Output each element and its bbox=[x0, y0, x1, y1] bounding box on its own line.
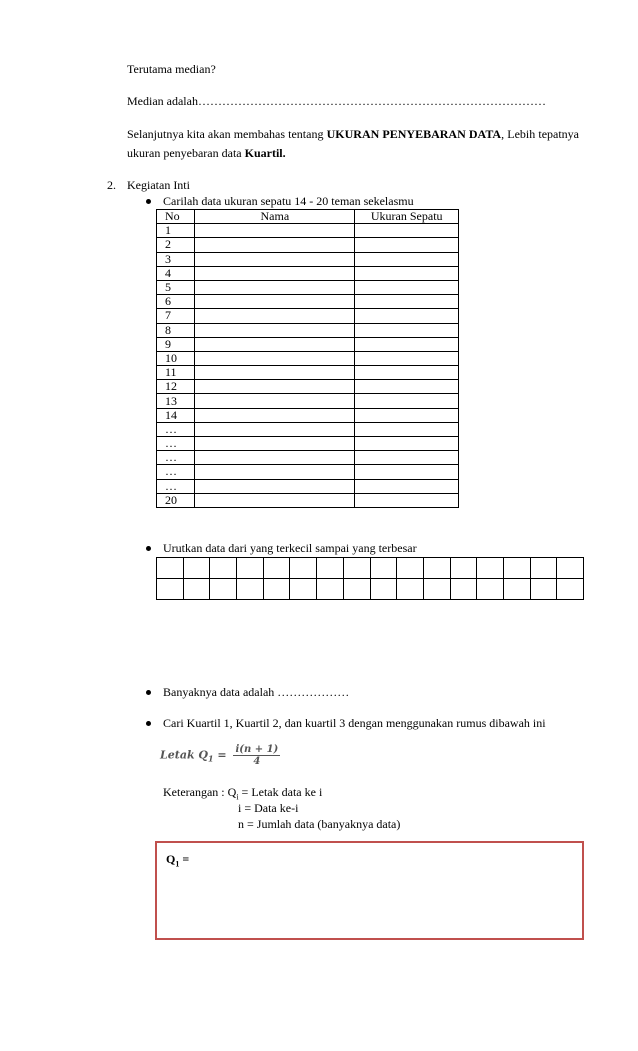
header-nama: Nama bbox=[195, 210, 355, 224]
shoe-size-cell[interactable] bbox=[355, 224, 459, 238]
median-line: Median adalah…………………………………………………………………………… bbox=[127, 94, 546, 108]
table-row bbox=[157, 366, 459, 380]
sorted-row bbox=[157, 558, 584, 579]
row-number: 14 bbox=[157, 408, 195, 422]
header-no: No bbox=[157, 210, 195, 224]
sorted-cell[interactable] bbox=[343, 558, 370, 579]
table-row bbox=[157, 479, 459, 493]
sorted-cell[interactable] bbox=[370, 558, 397, 579]
sorted-cell[interactable] bbox=[557, 558, 584, 579]
intro-paragraph bbox=[127, 125, 579, 163]
row-number: 5 bbox=[157, 280, 195, 294]
table-row bbox=[157, 224, 459, 238]
sorted-cell[interactable] bbox=[450, 579, 477, 600]
shoe-size-table bbox=[156, 209, 459, 508]
sorted-cell[interactable] bbox=[290, 579, 317, 600]
sorted-cell[interactable] bbox=[370, 579, 397, 600]
name-cell[interactable] bbox=[195, 266, 355, 280]
para-bold-ukuran: UKURAN PENYEBARAN DATA bbox=[326, 127, 502, 141]
sorted-data-table bbox=[156, 557, 584, 600]
row-number: … bbox=[157, 422, 195, 436]
answer-eq: = bbox=[179, 852, 190, 866]
formula-denominator: 4 bbox=[253, 756, 261, 767]
row-number: 10 bbox=[157, 351, 195, 365]
row-number: 20 bbox=[157, 493, 195, 507]
shoe-size-cell[interactable] bbox=[355, 493, 459, 507]
name-cell[interactable] bbox=[195, 351, 355, 365]
header-ukuran: Ukuran Sepatu bbox=[355, 210, 459, 224]
shoe-size-cell[interactable] bbox=[355, 323, 459, 337]
table-row bbox=[157, 493, 459, 507]
bullet-text-1: Carilah data ukuran sepatu 14 - 20 teman sekelasmu bbox=[163, 194, 414, 208]
table-row bbox=[157, 266, 459, 280]
name-cell[interactable] bbox=[195, 451, 355, 465]
shoe-size-cell[interactable] bbox=[355, 380, 459, 394]
table-row bbox=[157, 380, 459, 394]
shoe-size-cell[interactable] bbox=[355, 238, 459, 252]
table-row bbox=[157, 351, 459, 365]
name-cell[interactable] bbox=[195, 366, 355, 380]
sorted-cell[interactable] bbox=[397, 558, 424, 579]
shoe-size-cell[interactable] bbox=[355, 337, 459, 351]
bullet-dot bbox=[146, 721, 151, 726]
sorted-cell[interactable] bbox=[157, 579, 184, 600]
sorted-cell[interactable] bbox=[557, 579, 584, 600]
row-number: 11 bbox=[157, 366, 195, 380]
sorted-cell[interactable] bbox=[263, 579, 290, 600]
sorted-cell[interactable] bbox=[317, 558, 344, 579]
name-cell[interactable] bbox=[195, 380, 355, 394]
shoe-size-cell[interactable] bbox=[355, 394, 459, 408]
name-cell[interactable] bbox=[195, 323, 355, 337]
shoe-size-cell[interactable] bbox=[355, 280, 459, 294]
table-row bbox=[157, 295, 459, 309]
name-cell[interactable] bbox=[195, 309, 355, 323]
row-number: 3 bbox=[157, 252, 195, 266]
sorted-cell[interactable] bbox=[477, 579, 504, 600]
sorted-cell[interactable] bbox=[290, 558, 317, 579]
row-number: 13 bbox=[157, 394, 195, 408]
sorted-cell[interactable] bbox=[237, 579, 264, 600]
sorted-cell[interactable] bbox=[530, 558, 557, 579]
name-cell[interactable] bbox=[195, 394, 355, 408]
shoe-size-cell[interactable] bbox=[355, 309, 459, 323]
sorted-cell[interactable] bbox=[503, 579, 530, 600]
keterangan-label: Keterangan : Q bbox=[163, 785, 237, 799]
sorted-cell[interactable] bbox=[183, 579, 210, 600]
sorted-cell[interactable] bbox=[317, 579, 344, 600]
name-cell[interactable] bbox=[195, 437, 355, 451]
row-number: … bbox=[157, 437, 195, 451]
answer-label bbox=[166, 852, 189, 871]
name-cell[interactable] bbox=[195, 465, 355, 479]
para-bold-kuartil: Kuartil. bbox=[244, 146, 286, 160]
sorted-cell[interactable] bbox=[343, 579, 370, 600]
section-title: Kegiatan Inti bbox=[127, 178, 190, 192]
sorted-cell[interactable] bbox=[423, 579, 450, 600]
sorted-cell[interactable] bbox=[237, 558, 264, 579]
table-row bbox=[157, 394, 459, 408]
keterangan-sub: i bbox=[236, 792, 239, 802]
sorted-cell[interactable] bbox=[210, 558, 237, 579]
sorted-cell[interactable] bbox=[530, 579, 557, 600]
sorted-row bbox=[157, 579, 584, 600]
sorted-cell[interactable] bbox=[503, 558, 530, 579]
shoe-size-cell[interactable] bbox=[355, 479, 459, 493]
formula-fraction bbox=[233, 744, 280, 767]
name-cell[interactable] bbox=[195, 295, 355, 309]
table-row bbox=[157, 252, 459, 266]
shoe-size-cell[interactable] bbox=[355, 366, 459, 380]
row-number: … bbox=[157, 479, 195, 493]
shoe-size-cell[interactable] bbox=[355, 252, 459, 266]
sorted-cell[interactable] bbox=[210, 579, 237, 600]
row-number: 4 bbox=[157, 266, 195, 280]
name-cell[interactable] bbox=[195, 280, 355, 294]
table-row bbox=[157, 451, 459, 465]
bullet-dot bbox=[146, 690, 151, 695]
name-cell[interactable] bbox=[195, 224, 355, 238]
row-number: 1 bbox=[157, 224, 195, 238]
quartile-formula bbox=[160, 744, 280, 767]
name-cell[interactable] bbox=[195, 238, 355, 252]
bullet-text-2: Urutkan data dari yang terkecil sampai yang terbesar bbox=[163, 541, 417, 555]
section-number: 2. bbox=[107, 178, 116, 192]
table-row bbox=[157, 238, 459, 252]
row-number: 6 bbox=[157, 295, 195, 309]
bullet-dot bbox=[146, 546, 151, 551]
sorted-cell[interactable] bbox=[423, 558, 450, 579]
question-text: Terutama median? bbox=[127, 62, 216, 76]
name-cell[interactable] bbox=[195, 479, 355, 493]
shoe-size-cell[interactable] bbox=[355, 266, 459, 280]
table-row bbox=[157, 280, 459, 294]
keterangan-rest: = Letak data ke i bbox=[238, 785, 323, 799]
answer-sub: 1 bbox=[175, 859, 180, 869]
formula-sub: 1 bbox=[207, 753, 214, 764]
shoe-size-cell[interactable] bbox=[355, 351, 459, 365]
keterangan-line-3: n = Jumlah data (banyaknya data) bbox=[238, 817, 401, 831]
sorted-cell[interactable] bbox=[477, 558, 504, 579]
row-number: 8 bbox=[157, 323, 195, 337]
name-cell[interactable] bbox=[195, 493, 355, 507]
table-row bbox=[157, 309, 459, 323]
bullet-text-3: Banyaknya data adalah ……………… bbox=[163, 685, 350, 699]
answer-box[interactable] bbox=[155, 841, 584, 940]
row-number: … bbox=[157, 451, 195, 465]
formula-lhs: Letak Q bbox=[160, 748, 208, 762]
row-number: 12 bbox=[157, 380, 195, 394]
table-row bbox=[157, 422, 459, 436]
row-number: 9 bbox=[157, 337, 195, 351]
row-number: … bbox=[157, 465, 195, 479]
bullet-text-4: Cari Kuartil 1, Kuartil 2, dan kuartil 3 dengan menggunakan rumus dibawah ini bbox=[163, 716, 546, 730]
formula-eq: = bbox=[213, 748, 227, 762]
sorted-cell[interactable] bbox=[450, 558, 477, 579]
para-mid: , Lebih tepatnya ukuran penyebaran data bbox=[127, 127, 580, 160]
table-header-row bbox=[157, 210, 459, 224]
table-row bbox=[157, 337, 459, 351]
table-row bbox=[157, 437, 459, 451]
shoe-size-cell[interactable] bbox=[355, 295, 459, 309]
sorted-cell[interactable] bbox=[183, 558, 210, 579]
shoe-size-cell[interactable] bbox=[355, 437, 459, 451]
shoe-size-cell[interactable] bbox=[355, 422, 459, 436]
sorted-cell[interactable] bbox=[263, 558, 290, 579]
para-normal: Selanjutnya kita akan membahas tentang bbox=[127, 127, 327, 141]
name-cell[interactable] bbox=[195, 408, 355, 422]
name-cell[interactable] bbox=[195, 252, 355, 266]
sorted-cell[interactable] bbox=[157, 558, 184, 579]
name-cell[interactable] bbox=[195, 422, 355, 436]
row-number: 2 bbox=[157, 238, 195, 252]
shoe-size-cell[interactable] bbox=[355, 408, 459, 422]
row-number: 7 bbox=[157, 309, 195, 323]
keterangan-line-2: i = Data ke-i bbox=[238, 801, 299, 815]
name-cell[interactable] bbox=[195, 337, 355, 351]
bullet-dot bbox=[146, 199, 151, 204]
sorted-cell[interactable] bbox=[397, 579, 424, 600]
table-row bbox=[157, 323, 459, 337]
table-row bbox=[157, 408, 459, 422]
shoe-size-cell[interactable] bbox=[355, 465, 459, 479]
answer-q: Q bbox=[166, 852, 176, 866]
shoe-size-cell[interactable] bbox=[355, 451, 459, 465]
formula-numerator: i(n + 1) bbox=[235, 744, 279, 755]
table-row bbox=[157, 465, 459, 479]
